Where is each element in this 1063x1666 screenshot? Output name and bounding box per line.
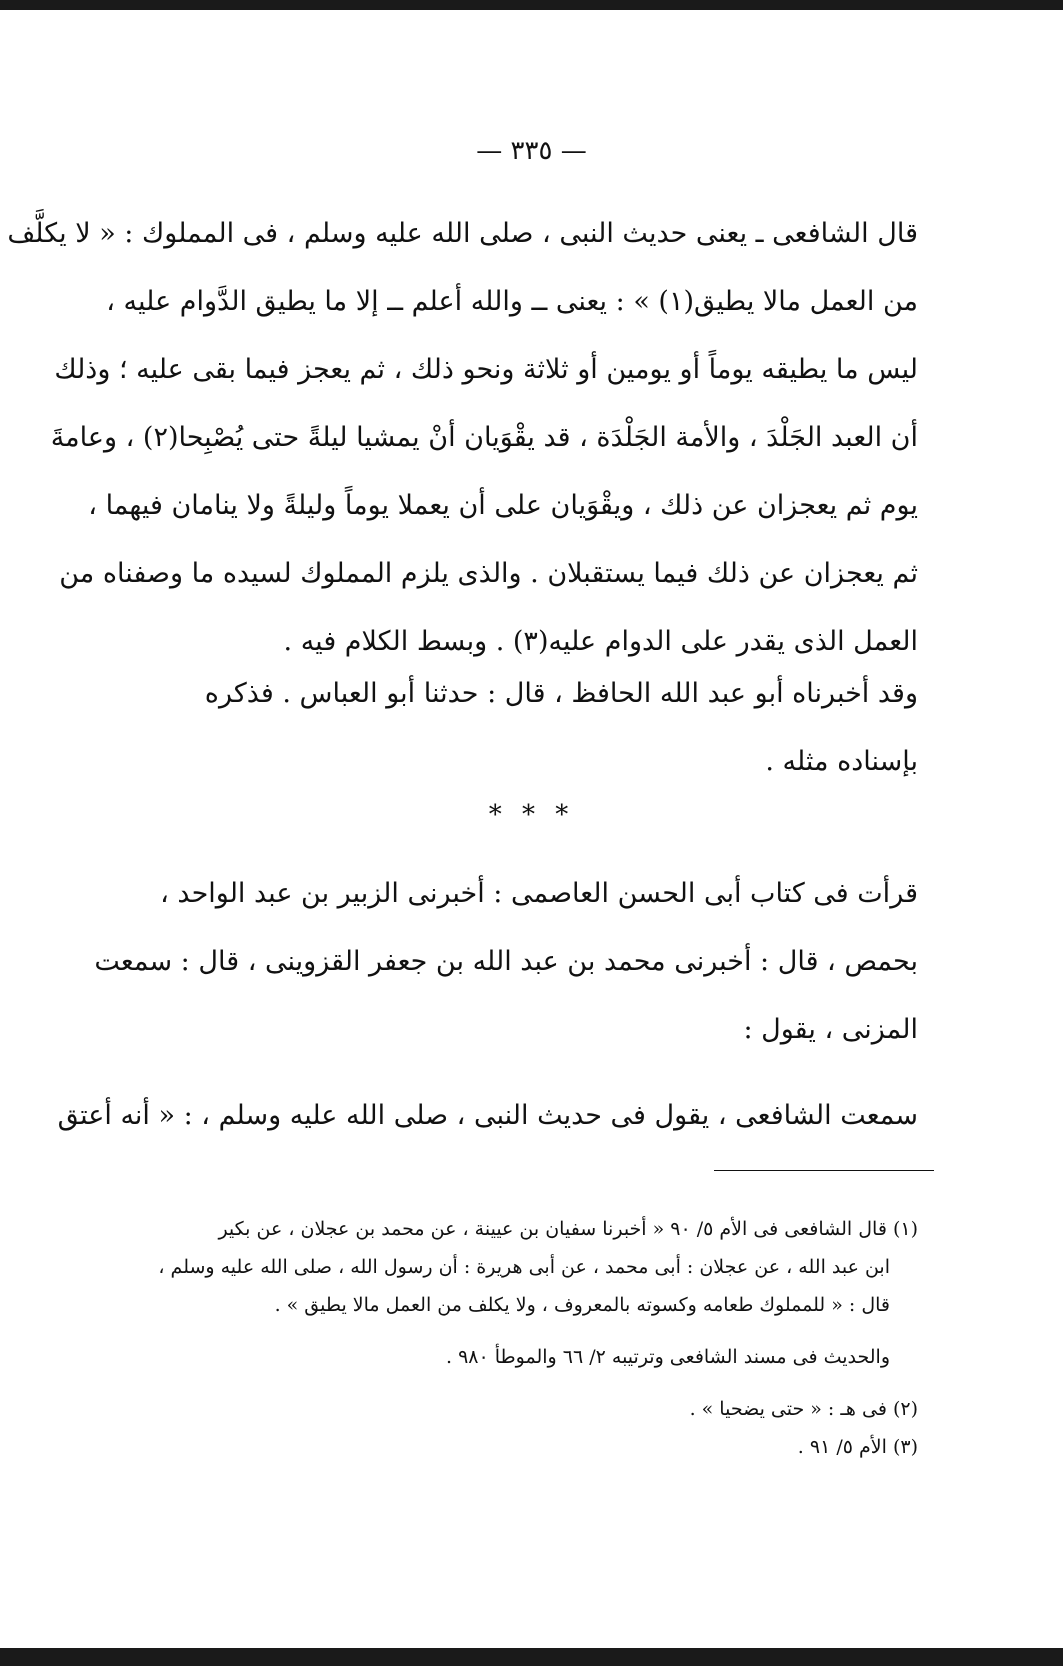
text-line: وقد أخبرناه أبو عبد الله الحافظ ، قال : حدثنا أبو العباس . فذكره	[204, 678, 918, 709]
footnote-line: قال : « للمملوك طعامه وكسوته بالمعروف ، ولا يكلف من العمل مالا يطيق » .	[274, 1294, 890, 1316]
text-line: بحمص ، قال : أخبرنى محمد بن عبد الله بن جعفر القزوينى ، قال : سمعت	[94, 946, 918, 977]
text-line: قال الشافعى ـ يعنى حديث النبى ، صلى الله عليه وسلم ، فى المملوك : « لا يكلَّف	[7, 218, 918, 249]
paragraph-3	[94, 860, 918, 1064]
text-line: أن العبد الجَلْدَ ، والأمة الجَلْدَة ، قد يقْوَيان أنْ يمشيا ليلةً حتى يُصْبِحا(٢) ، وعامةَ	[50, 422, 918, 453]
footnote-line: والحديث فى مسند الشافعى وترتيبه ٢/ ٦٦ والموطأ ٩٨٠ .	[445, 1346, 890, 1368]
text-line: ليس ما يطيقه يوماً أو يومين أو ثلاثة ونحو ذلك ، ثم يعجز فيما بقى عليه ؛ وذلك	[54, 354, 918, 385]
page-number: — ٣٣٥ —	[476, 136, 587, 166]
section-separator: * * *	[488, 800, 575, 830]
paragraph-2	[158, 660, 918, 796]
text-line: من العمل مالا يطيق(١) » : يعنى ــ والله أعلم ــ إلا ما يطيق الدَّوام عليه ،	[106, 286, 918, 317]
footnote-line: (٢) فى هـ : « حتى يضحيا » .	[689, 1398, 918, 1420]
footnote-line: ابن عبد الله ، عن عجلان : أبى محمد ، عن أبى هريرة : أن رسول الله ، صلى الله عليه وسلم ،	[158, 1256, 890, 1278]
text-line: سمعت الشافعى ، يقول فى حديث النبى ، صلى الله عليه وسلم ، : « أنه أعتق	[57, 1100, 918, 1131]
footnote-line: (١) قال الشافعى فى الأم ٥/ ٩٠ « أخبرنا سفيان بن عيينة ، عن محمد بن عجلان ، عن بكير	[218, 1218, 918, 1240]
paragraph-1	[7, 200, 918, 676]
footnote-rule	[714, 1170, 934, 1171]
text-line: بإسناده مثله .	[765, 746, 918, 777]
scan-bottom-edge	[0, 1648, 1063, 1666]
text-line: المزنى ، يقول :	[743, 1014, 918, 1045]
footnotes	[158, 1210, 918, 1466]
paragraph-4	[57, 1082, 918, 1150]
text-line: ثم يعجزان عن ذلك فيما يستقبلان . والذى يلزم المملوك لسيده ما وصفناه من	[59, 558, 918, 589]
text-line: قرأت فى كتاب أبى الحسن العاصمى : أخبرنى الزبير بن عبد الواحد ،	[160, 878, 918, 909]
text-line: العمل الذى يقدر على الدوام عليه(٣) . وبسط الكلام فيه .	[283, 626, 918, 657]
footnote-line: (٣) الأم ٥/ ٩١ .	[797, 1436, 918, 1458]
text-line: يوم ثم يعجزان عن ذلك ، ويقْوَيان على أن يعملا يوماً وليلةً ولا ينامان فيهما ،	[88, 490, 918, 521]
